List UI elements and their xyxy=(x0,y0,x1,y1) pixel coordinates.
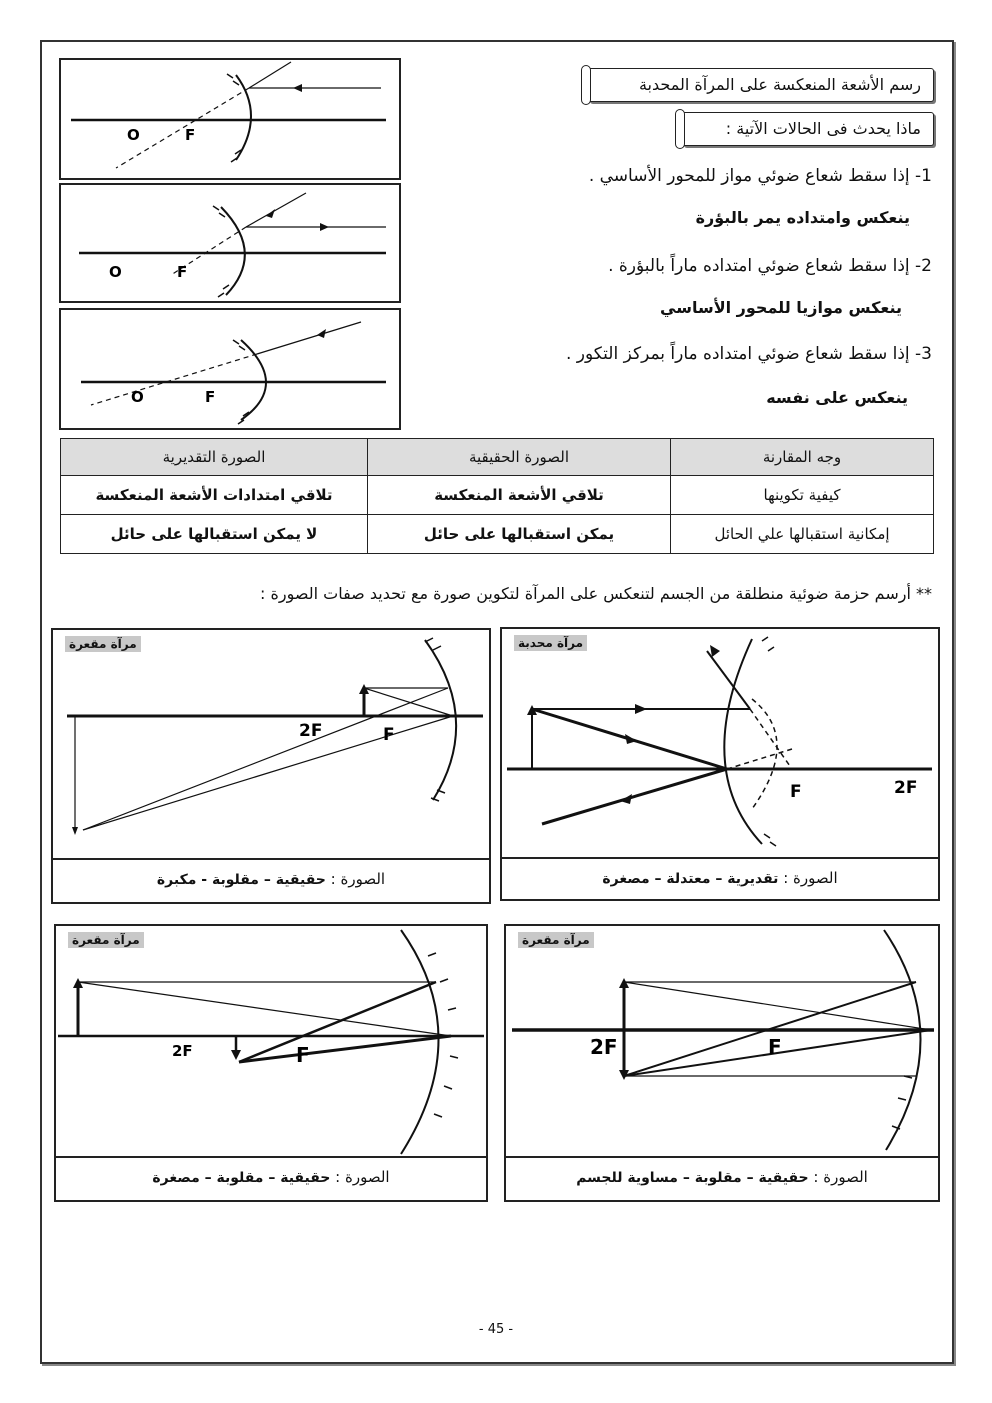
panel-concave-diminished xyxy=(54,924,488,1160)
caption-concave-1: الصورة : حقيقية – مقلوبة - مكبرة xyxy=(51,858,491,904)
label-f: F xyxy=(383,725,395,745)
diagram-case-3 xyxy=(59,308,401,430)
table-header: وجه المقارنة xyxy=(671,439,934,476)
table-header-row xyxy=(61,439,934,476)
table-cell: كيفية تكوينها xyxy=(671,476,934,515)
table-cell: لا يمكن استقبالها على حائل xyxy=(61,515,368,554)
caption-convex: الصورة : تقديرية – معتدلة – مصغرة xyxy=(500,857,940,901)
panel-concave-2-svg xyxy=(506,926,938,1158)
label-2f: 2F xyxy=(590,1035,618,1059)
diagram-case-3-svg xyxy=(61,310,399,428)
section-subtitle: ماذا يحدث فى الحالات الآتية : xyxy=(682,112,934,146)
panel-concave-magnified xyxy=(51,628,491,860)
panel-tag: مرآة مقعرة xyxy=(518,932,594,948)
table-cell: يمكن استقبالها على حائل xyxy=(368,515,671,554)
caption-concave-2: الصورة : حقيقية – مقلوبة – مساوية للجسم xyxy=(504,1156,940,1202)
panel-concave-1-svg xyxy=(53,630,489,858)
label-o: O xyxy=(109,263,122,281)
label-f: F xyxy=(768,1035,782,1059)
instruction-text: ** أرسم حزمة ضوئية منطلقة من الجسم لتنعكس على المرآة لتكوين صورة مع تحديد صفات الصورة : xyxy=(260,584,932,603)
diagram-case-2 xyxy=(59,183,401,303)
label-f: F xyxy=(185,126,196,144)
section-title: رسم الأشعة المنعكسة على المرآة المحدبة xyxy=(588,68,934,102)
caption-concave-3: الصورة : حقيقية – مقلوبة – مصغرة xyxy=(54,1156,488,1202)
label-f: F xyxy=(790,782,802,802)
case-3-answer: ينعكس على نفسه xyxy=(766,388,908,407)
table-row xyxy=(61,476,934,515)
page-number: - 45 - xyxy=(478,1322,514,1337)
label-f: F xyxy=(296,1043,310,1067)
label-2f: 2F xyxy=(894,778,918,798)
case-1-question: 1- إذا سقط شعاع ضوئي مواز للمحور الأساسي . xyxy=(588,166,932,186)
panel-concave-3-svg xyxy=(56,926,486,1158)
label-f: F xyxy=(177,263,188,281)
table-header: الصورة التقديرية xyxy=(61,439,368,476)
table-cell: تلاقي الأشعة المنعكسة xyxy=(368,476,671,515)
case-2-answer: ينعكس موازيا للمحور الأساسي xyxy=(660,298,902,317)
case-1-answer: ينعكس وامتداده يمر بالبؤرة xyxy=(695,208,910,227)
table-cell: إمكانية استقبالها علي الحائل xyxy=(671,515,934,554)
case-3-question: 3- إذا سقط شعاع ضوئي امتداده ماراً بمركز التكور . xyxy=(565,344,932,364)
table-header: الصورة الحقيقية xyxy=(368,439,671,476)
label-f: F xyxy=(205,388,216,406)
case-2-question: 2- إذا سقط شعاع ضوئي امتداده ماراً بالبؤرة . xyxy=(608,256,932,276)
panel-tag: مرآة مقعرة xyxy=(68,932,144,948)
panel-tag: مرآة مقعرة xyxy=(65,636,141,652)
table-cell: تلاقي امتدادات الأشعة المنعكسة xyxy=(61,476,368,515)
table-row xyxy=(61,515,934,554)
diagram-case-1 xyxy=(59,58,401,180)
panel-concave-equal xyxy=(504,924,940,1160)
diagram-case-1-svg xyxy=(61,60,399,178)
panel-convex-mirror xyxy=(500,627,940,859)
diagram-case-2-svg xyxy=(61,185,399,301)
panel-convex-svg xyxy=(502,629,938,857)
label-2f: 2F xyxy=(299,721,323,741)
label-o: O xyxy=(131,388,144,406)
label-2f: 2F xyxy=(172,1042,193,1060)
panel-tag: مرآة محدبة xyxy=(514,635,587,651)
label-o: O xyxy=(127,126,140,144)
comparison-table xyxy=(60,438,934,554)
